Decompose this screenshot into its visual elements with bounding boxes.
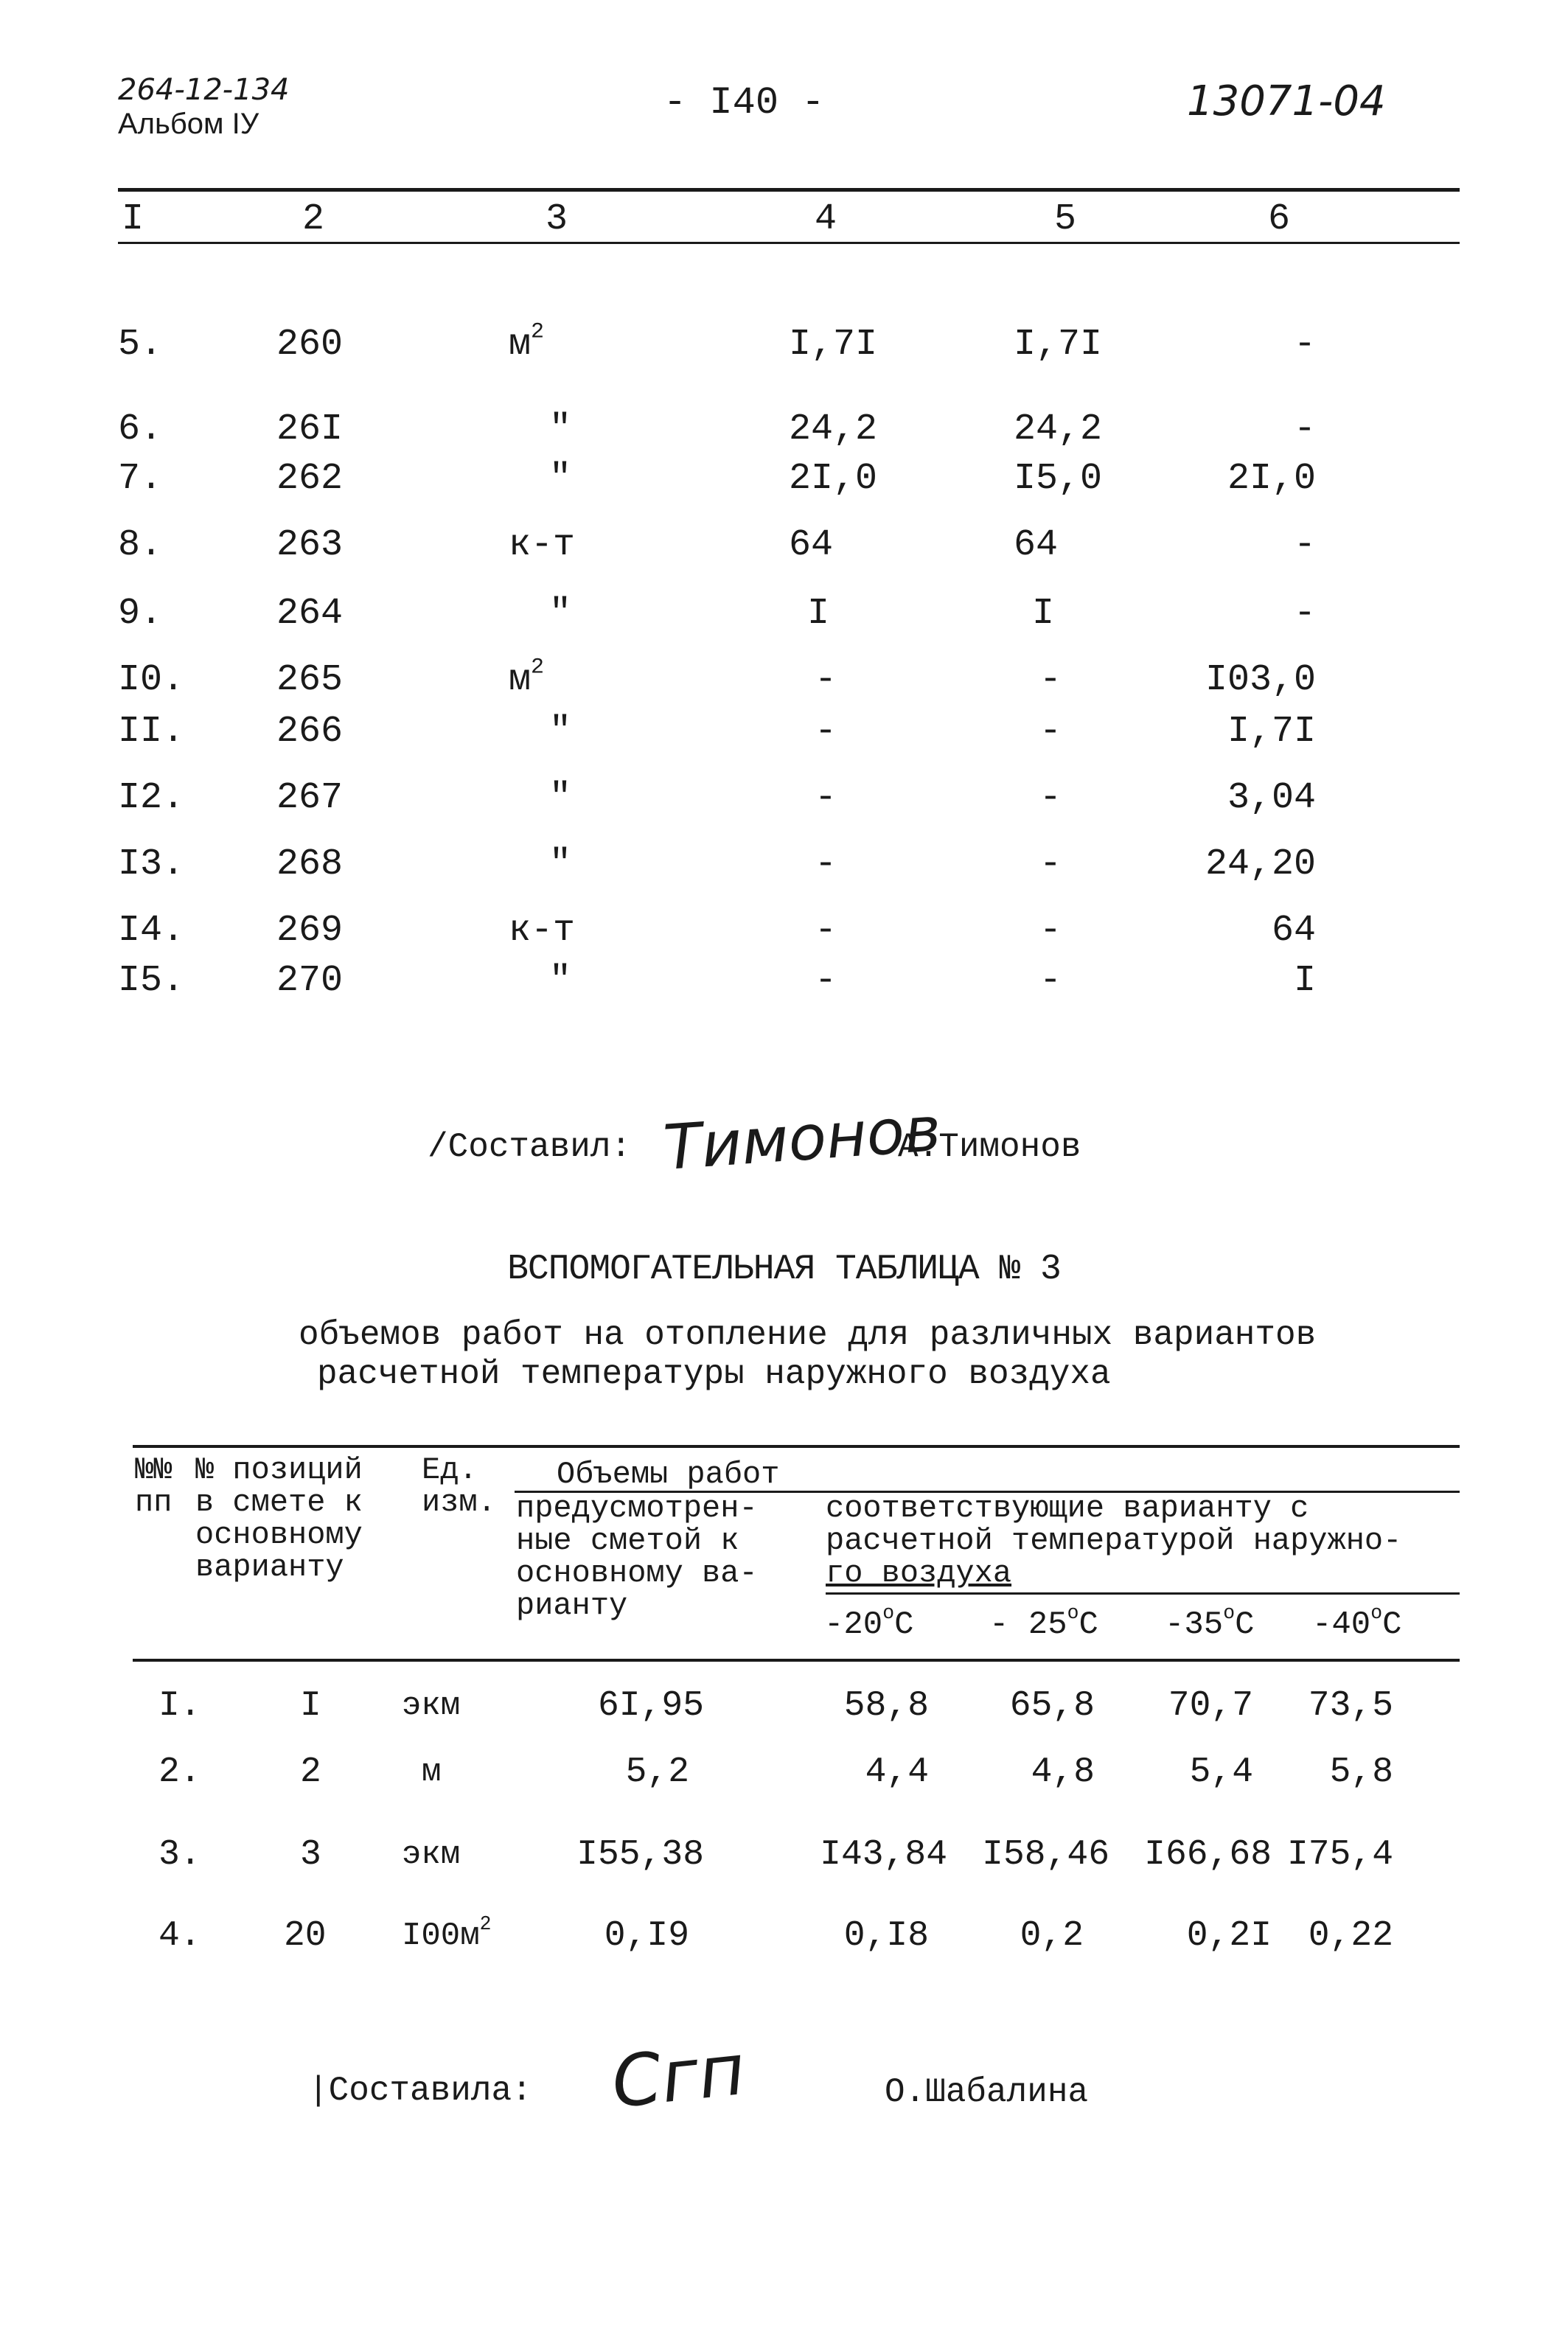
header-unit-line2: изм. [422,1485,496,1520]
value-col6: 64 [1271,910,1316,952]
header-base-line4: рианту [516,1588,628,1623]
value-col5: - [1039,843,1062,885]
stamp-number: 13071-04 [1187,77,1386,125]
base-volume: I55,38 [576,1835,704,1875]
unit: $м^2$ [509,655,545,701]
header-temp-minus40: -40$^o$С [1312,1602,1402,1643]
unit: " [549,593,572,635]
header-temp-minus25: - 25$^o$С [989,1602,1098,1643]
value-col5: I,7I [1014,324,1103,366]
position-number: 268 [276,843,344,885]
unit: экм [402,1688,461,1724]
compiled-by-label: /Составил: [428,1128,632,1166]
value-col6: 24,20 [1205,843,1316,885]
row-number: I2. [118,777,185,819]
volume-minus20: 0,I8 [843,1916,929,1956]
table1-col-1: I [122,198,144,240]
header-unit-line1: Ед. [422,1452,478,1488]
volume-minus20: 58,8 [843,1686,929,1726]
table1-col-6: 6 [1268,198,1291,240]
value-col4: - [815,711,837,753]
unit: экм [402,1836,461,1873]
table1-top-rule [118,188,1460,192]
position-number: 3 [300,1835,321,1875]
volume-minus40: 0,22 [1308,1916,1393,1956]
unit: " [549,408,572,450]
row-number: 9. [118,593,163,635]
row-number: I5. [118,960,185,1002]
header-nn-line1: №№ [135,1452,173,1488]
value-col6: 2I,0 [1227,458,1316,500]
position-number: 269 [276,910,344,952]
header-base-line1: предусмотрен- [516,1491,758,1526]
document-code: 264-12-134 [118,73,290,107]
position-number: 266 [276,711,344,753]
value-col6: I,7I [1227,711,1316,753]
value-col5: - [1039,960,1062,1002]
header-pos-line2: в смете к [195,1485,363,1520]
unit: м [422,1754,442,1791]
position-number: 270 [276,960,344,1002]
value-col6: I03,0 [1205,659,1316,701]
position-number: 263 [276,524,344,566]
volume-minus25: 0,2 [1020,1916,1084,1956]
temps-rule [826,1592,1460,1595]
row-number: I3. [118,843,185,885]
table2-top-rule [133,1445,1460,1448]
value-col4: 64 [789,524,834,566]
row-number: I. [158,1686,201,1726]
row-number: I4. [118,910,185,952]
row-number: 4. [158,1916,201,1956]
value-col5: - [1039,711,1062,753]
row-number: I0. [118,659,185,701]
table-subtitle-line2: расчетной температуры наружного воздуха [317,1355,1111,1393]
unit: " [549,711,572,753]
value-col5: 24,2 [1014,408,1103,450]
table2-header-rule [133,1659,1460,1662]
table1-col-3: 3 [546,198,568,240]
value-col6: - [1293,524,1316,566]
header-variants-line3: го воздуха [826,1556,1012,1591]
table1-col-4: 4 [815,198,837,240]
position-number: 264 [276,593,344,635]
unit: " [549,777,572,819]
header-base-line3: основному ва- [516,1556,758,1591]
unit: " [549,960,572,1002]
value-col5: I5,0 [1014,458,1103,500]
base-volume: 5,2 [625,1752,689,1792]
header-variants-line2: расчетной температурой наружно- [826,1523,1402,1558]
position-number: 267 [276,777,344,819]
position-number: 2 [300,1752,321,1792]
volume-minus20: I43,84 [820,1835,947,1875]
volume-minus35: 5,4 [1189,1752,1253,1792]
value-col6: I [1293,960,1316,1002]
position-number: 26I [276,408,344,450]
row-number: 2. [158,1752,201,1792]
position-number: I [300,1686,321,1726]
volume-minus20: 4,4 [865,1752,929,1792]
value-col6: - [1293,593,1316,635]
base-volume: 0,I9 [604,1916,689,1956]
compiled-by-female-name: О.Шабалина [885,2073,1089,2111]
value-col6: - [1293,324,1316,366]
value-col4: I,7I [789,324,878,366]
volume-minus35: 70,7 [1168,1686,1253,1726]
header-pos-line3: основному [195,1517,363,1553]
header-nn-line2: пп [135,1485,173,1520]
handwritten-signature: Тимонов [661,1092,944,1185]
table-subtitle-line1: объемов работ на отопление для различных вариантов [299,1316,1317,1354]
header-base-line2: ные сметой к [516,1523,739,1558]
unit: к-т [509,910,576,952]
value-col5: 64 [1014,524,1059,566]
value-col4: 24,2 [789,408,878,450]
header-variants-line1: соответствующие варианту с [826,1491,1309,1526]
page-number: - I40 - [663,81,825,125]
position-number: 260 [276,324,344,366]
row-number: 6. [118,408,163,450]
position-number: 262 [276,458,344,500]
table1-col-5: 5 [1054,198,1077,240]
header-group-title: Объемы работ [557,1457,780,1492]
value-col4: I [807,593,830,635]
position-number: 265 [276,659,344,701]
unit: " [549,843,572,885]
table1-header-rule [118,242,1460,244]
table1-col-2: 2 [302,198,325,240]
volume-minus25: 65,8 [1009,1686,1095,1726]
value-col5: I [1032,593,1055,635]
unit: $I00м^2$ [402,1913,492,1954]
compiled-by-name: А.Тимонов [898,1128,1081,1166]
value-col5: - [1039,910,1062,952]
value-col4: - [815,843,837,885]
value-col4: 2I,0 [789,458,878,500]
row-number: 3. [158,1835,201,1875]
volume-minus35: 0,2I [1186,1916,1272,1956]
header-temp-minus35: -35$^o$С [1165,1602,1255,1643]
volume-minus40: 5,8 [1329,1752,1393,1792]
value-col4: - [815,659,837,701]
value-col4: - [815,910,837,952]
volume-minus40: 73,5 [1308,1686,1393,1726]
value-col6: 3,04 [1227,777,1316,819]
volume-minus25: 4,8 [1031,1752,1095,1792]
row-number: II. [118,711,185,753]
unit: " [549,458,572,500]
row-number: 5. [118,324,163,366]
header-temp-minus20: -20$^o$С [824,1602,914,1643]
value-col4: - [815,777,837,819]
volume-minus25: I58,46 [982,1835,1109,1875]
unit: к-т [509,524,576,566]
volume-minus40: I75,4 [1286,1835,1393,1875]
handwritten-signature: Сгп [607,2027,749,2125]
unit: $м^2$ [509,319,545,366]
value-col5: - [1039,777,1062,819]
row-number: 7. [118,458,163,500]
base-volume: 6I,95 [597,1686,704,1726]
album-label: Альбом IУ [118,108,259,140]
volume-minus35: I66,68 [1144,1835,1272,1875]
header-pos-line1: № позиций [195,1452,363,1488]
compiled-by-female-label: |Составила: [308,2072,532,2110]
value-col5: - [1039,659,1062,701]
value-col4: - [815,960,837,1002]
header-pos-line4: варианту [195,1550,344,1585]
position-number: 20 [284,1916,327,1956]
table-title: ВСПОМОГАТЕЛЬНАЯ ТАБЛИЦА № 3 [507,1250,1061,1289]
row-number: 8. [118,524,163,566]
value-col6: - [1293,408,1316,450]
